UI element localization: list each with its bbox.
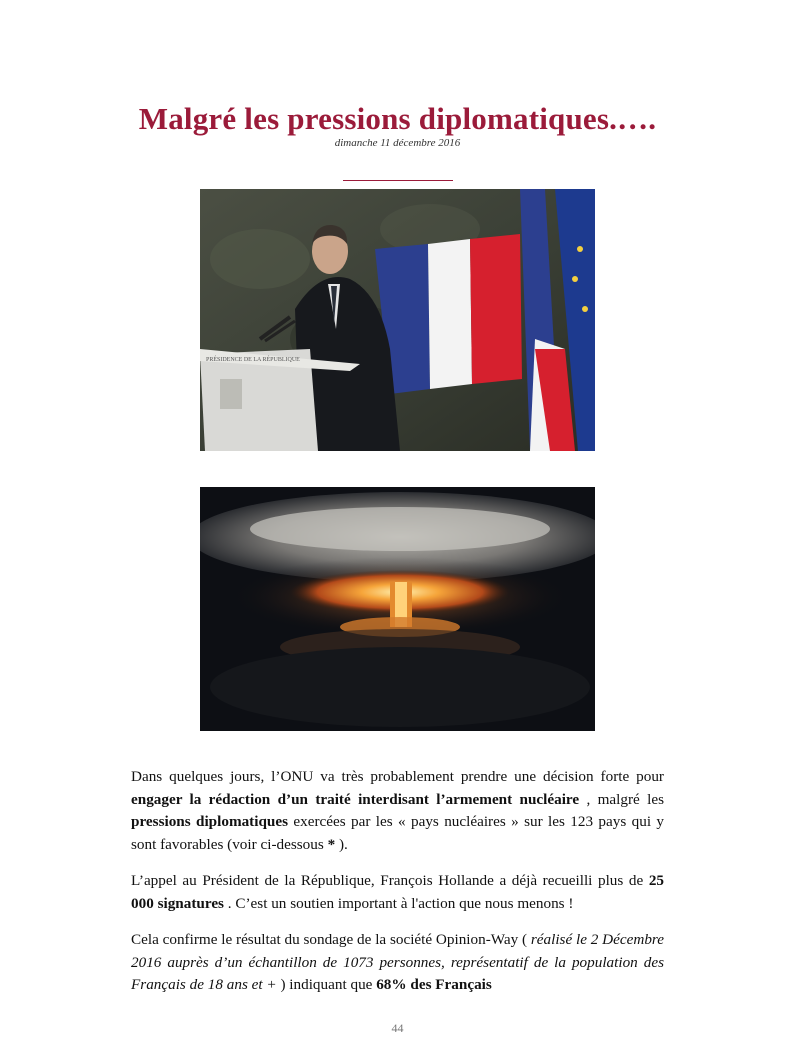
paragraph-1-text-1: Dans quelques jours, l’ONU va très probablement prendre une décision forte pour <box>131 768 664 785</box>
post-date: dimanche 11 décembre 2016 <box>334 137 461 149</box>
paragraph-1-bold-2: pressions diplomatiques <box>131 813 289 830</box>
title-divider <box>343 180 453 181</box>
paragraph-1 <box>131 766 664 856</box>
paragraph-3-italic-1: réalisé le 2 Décembre 2016 auprès d’un échantillon de 1073 personnes, représentatif de la population des Français de 18 ans et + <box>131 931 665 993</box>
nuclear-explosion-photo <box>200 487 595 731</box>
paragraph-2-bold-1: 25 000 signatures <box>131 872 664 912</box>
paragraph-2-text-1: L’appel au Président de la République, François Hollande a déjà recueilli plus de <box>131 872 649 889</box>
paragraph-1-bold-1: engager la rédaction d’un traité interdisant l’armement nucléaire <box>131 790 580 808</box>
paragraph-3 <box>131 929 664 997</box>
paragraph-3-text-1: Cela confirme le résultat du sondage de la société Opinion-Way ( <box>131 931 531 948</box>
podium-sign: PRÉSIDENCE DE LA RÉPUBLIQUE <box>206 357 300 363</box>
paragraph-2-text-2: . C’est un soutien important à l'action que nous menons ! <box>223 894 574 912</box>
paragraph-2 <box>131 870 664 915</box>
paragraph-3-text-2: ) indiquant que <box>276 976 377 993</box>
paragraph-1-bold-3: * <box>327 835 336 853</box>
page-title: Malgré les pressions diplomatiques.…. <box>138 101 657 136</box>
paragraph-3-bold-1: 68% des Français <box>376 976 492 993</box>
page-number: 44 <box>391 1021 404 1035</box>
paragraph-1-text-3: exercées par les « pays nucléaires » sur les 123 pays qui y sont favorables (voir ci-dessous <box>131 813 665 853</box>
speech-photo <box>200 189 595 451</box>
paragraph-1-text-4: ). <box>335 835 348 853</box>
paragraph-1-text-2: , malgré les <box>579 790 664 808</box>
